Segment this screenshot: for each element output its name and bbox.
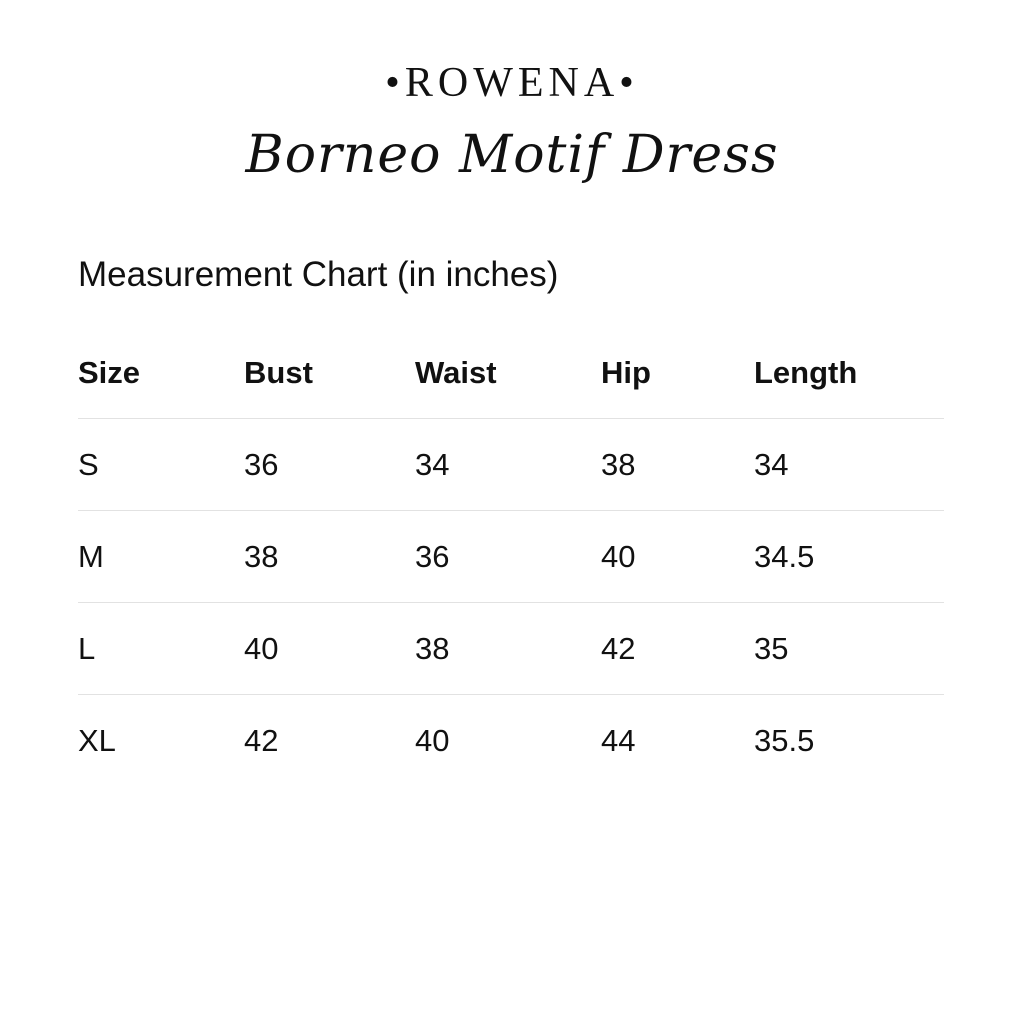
cell-length: 34.5 [754, 538, 815, 574]
header-hip: Hip [601, 355, 651, 390]
cell-waist: 34 [415, 446, 450, 482]
cell-size: L [78, 630, 96, 666]
header-bust: Bust [244, 355, 313, 390]
cell-length: 35 [754, 630, 789, 666]
cell-bust: 42 [244, 722, 279, 758]
table-header-row [78, 328, 944, 418]
cell-bust: 36 [244, 446, 279, 482]
cell-waist: 40 [415, 722, 450, 758]
table-row [78, 694, 944, 786]
header-length: Length [754, 355, 858, 390]
chart-title: Measurement Chart (in inches) [78, 255, 559, 294]
cell-bust: 40 [244, 630, 279, 666]
header-size: Size [78, 355, 141, 390]
cell-waist: 36 [415, 538, 450, 574]
cell-length: 35.5 [754, 722, 815, 758]
cell-size: M [78, 538, 104, 574]
cell-size: S [78, 446, 99, 482]
measurement-table [78, 328, 944, 786]
cell-hip: 42 [601, 630, 636, 666]
cell-bust: 38 [244, 538, 279, 574]
table-row [78, 418, 944, 510]
cell-waist: 38 [415, 630, 450, 666]
cell-size: XL [78, 722, 116, 758]
table-row [78, 602, 944, 694]
table-row [78, 510, 944, 602]
brand-logo: •ROWENA• [385, 60, 639, 106]
cell-hip: 40 [601, 538, 636, 574]
cell-length: 34 [754, 446, 789, 482]
product-name: Borneo Motif Dress [245, 125, 779, 185]
header-waist: Waist [415, 355, 497, 390]
cell-hip: 38 [601, 446, 636, 482]
cell-hip: 44 [601, 722, 636, 758]
